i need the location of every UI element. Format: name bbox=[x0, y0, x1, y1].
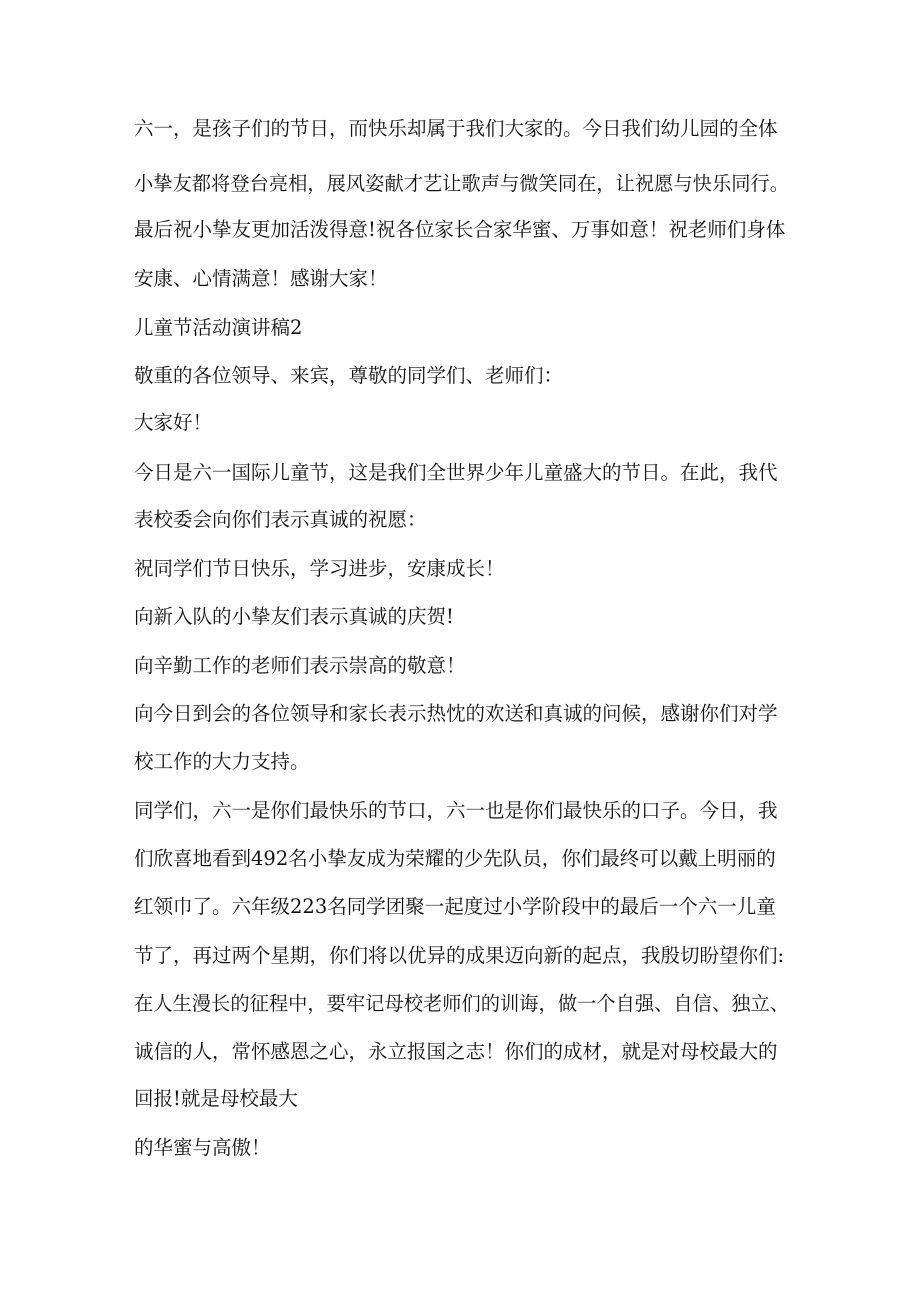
paragraph-line-17: 红领巾了。六年级223名同学团聚一起度过小学阶段中的最后一个六一儿童 bbox=[134, 895, 776, 918]
paragraph-line-3: 最后祝小挚友更加活泼得意!祝各位家长合家华蜜、万事如意！祝老师们身体 bbox=[134, 218, 786, 241]
greeting-line: 大家好！ bbox=[134, 411, 213, 434]
paragraph-line-12: 向辛勤工作的老师们表示崇高的敬意！ bbox=[134, 654, 466, 677]
paragraph-line-2: 小挚友都将登台亮相，展风姿献才艺让歌声与微笑同在，让祝愿与快乐同行。 bbox=[134, 172, 790, 195]
salutation-line: 敬重的各位领导、来宾，尊敬的同学们、老师们： bbox=[134, 364, 564, 387]
section-heading: 儿童节活动演讲稿2 bbox=[134, 316, 303, 339]
paragraph-line-18: 节了，再过两个星期，你们将以优异的成果迈向新的起点，我殷切盼望你们: bbox=[134, 944, 785, 967]
paragraph-line-10: 祝同学们节日快乐，学习进步，安康成长！ bbox=[134, 557, 505, 580]
paragraph-line-15: 同学们，六一是你们最快乐的节口，六一也是你们最快乐的口子。今日，我 bbox=[134, 799, 778, 822]
paragraph-line-9: 表校委会向你们表示真诚的祝愿： bbox=[134, 508, 427, 531]
paragraph-line-11: 向新入队的小挚友们表示真诚的庆贺! bbox=[134, 605, 454, 628]
paragraph-line-1: 六一，是孩子们的节日，而快乐却属于我们大家的。今日我们幼儿园的全体 bbox=[134, 117, 778, 140]
paragraph-line-16: 们欣喜地看到492名小挚友成为荣耀的少先队员，你们最终可以戴上明丽的 bbox=[134, 847, 776, 870]
paragraph-line-21: 回报!就是母校最大 bbox=[134, 1087, 298, 1110]
paragraph-line-14: 校工作的大力支持。 bbox=[134, 750, 310, 773]
paragraph-line-22: 的华蜜与高傲！ bbox=[134, 1136, 271, 1159]
paragraph-line-4: 安康、心情满意！感谢大家！ bbox=[134, 267, 388, 290]
paragraph-line-8: 今日是六一国际儿童节，这是我们全世界少年儿童盛大的节日。在此，我代 bbox=[134, 461, 778, 484]
paragraph-line-20: 诚信的人，常怀感恩之心，永立报国之志！你们的成材，就是对母校最大的 bbox=[134, 1040, 778, 1063]
paragraph-line-13: 向今日到会的各位领导和家长表示热忱的欢送和真诚的问候，感谢你们对学 bbox=[134, 702, 778, 725]
paragraph-line-19: 在人生漫长的征程中，要牢记母校老师们的训诲，做一个自强、自信、独立、 bbox=[134, 992, 790, 1015]
